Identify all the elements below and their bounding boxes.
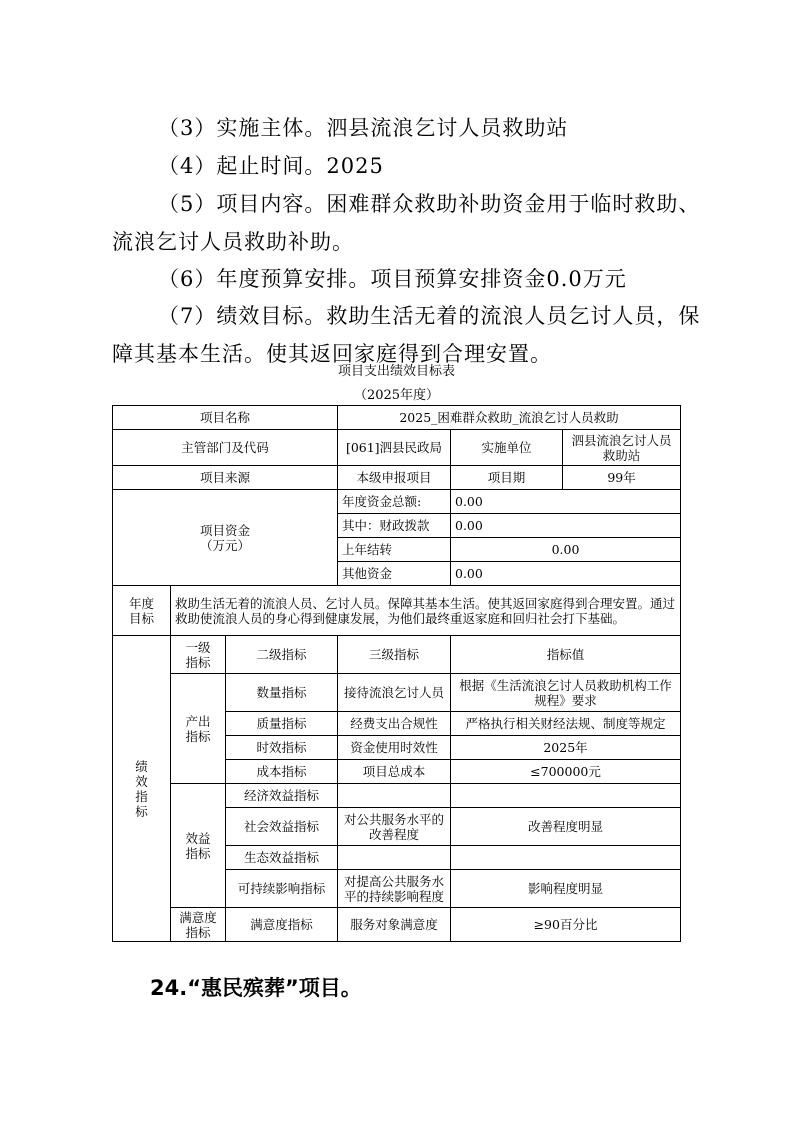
funds-total-label: 年度资金总额: (338, 490, 451, 514)
output-group-label: 产出指标 (171, 674, 226, 784)
satisfaction-indicator: 满意度指标 (226, 908, 338, 942)
paragraph-budget: （6）年度预算安排。项目预算安排资金0.0万元 (158, 267, 627, 291)
satisfaction-value: ≥90百分比 (451, 908, 681, 942)
benefit-ecological-value (451, 846, 681, 870)
benefit-economic: 经济效益指标 (226, 784, 338, 808)
benefit-sustainable-value: 影响程度明显 (451, 870, 681, 908)
section-heading-24: 24.“惠民殡葬”项目。 (150, 976, 362, 1000)
benefit-sustainable: 可持续影响指标 (226, 870, 338, 908)
benefit-economic-value (451, 784, 681, 808)
output-cost: 成本指标 (226, 760, 338, 784)
project-name: 2025_困难群众救助_流浪乞讨人员救助 (338, 406, 681, 430)
table-row (113, 406, 681, 430)
funds-fiscal-value: 0.00 (451, 514, 681, 538)
paragraph-goal-cont: 障其基本生活。使其返回家庭得到合理安置。 (112, 342, 552, 366)
output-quality-value: 严格执行相关财经法规、制度等规定 (451, 712, 681, 736)
table-row (113, 490, 681, 514)
table-row (113, 784, 681, 808)
table-title: 项目支出绩效目标表 (337, 364, 455, 379)
funds-other-label: 其他资金 (338, 562, 451, 586)
funds-label (113, 490, 338, 586)
performance-table (112, 405, 681, 942)
benefit-sustainable-l3: 对提高公共服务水平的持续影响程度 (338, 870, 451, 908)
annual-goal-label (113, 586, 171, 636)
impl: 泗县流浪乞讨人员救助站 (563, 430, 681, 466)
dept: [061]泗县民政局 (338, 430, 451, 466)
table-subtitle: （2025年度） (353, 388, 440, 403)
funds-fiscal-label: 其中：财政拨款 (338, 514, 451, 538)
perf-label-text: 绩效指标 (135, 758, 148, 819)
period-label: 项目期 (451, 466, 563, 490)
benefit-ecological: 生态效益指标 (226, 846, 338, 870)
output-cost-l3: 项目总成本 (338, 760, 451, 784)
header-level3: 三级指标 (338, 636, 451, 674)
perf-label (113, 636, 171, 942)
table-row (113, 636, 681, 674)
output-timeliness-l3: 资金使用时效性 (338, 736, 451, 760)
satisfaction-l3: 服务对象满意度 (338, 908, 451, 942)
funds-label-text: 项目资金（万元） (199, 522, 250, 553)
header-level2: 二级指标 (226, 636, 338, 674)
funds-carryover-value: 0.00 (451, 538, 681, 562)
paragraph-implementer: （3）实施主体。泗县流浪乞讨人员救助站 (158, 116, 569, 140)
source-label: 项目来源 (113, 466, 338, 490)
table-row (113, 586, 681, 636)
impl-label: 实施单位 (451, 430, 563, 466)
paragraph-period: （4）起止时间。2025 (158, 154, 384, 178)
output-quality: 质量指标 (226, 712, 338, 736)
output-timeliness: 时效指标 (226, 736, 338, 760)
period: 99年 (563, 466, 681, 490)
paragraph-content: （5）项目内容。困难群众救助补助资金用于临时救助、 (158, 192, 701, 216)
output-timeliness-value: 2025年 (451, 736, 681, 760)
header-level1: 一级指标 (171, 636, 226, 674)
header-value: 指标值 (451, 636, 681, 674)
funds-other-value: 0.00 (451, 562, 681, 586)
output-quantity: 数量指标 (226, 674, 338, 712)
dept-label: 主管部门及代码 (113, 430, 338, 466)
output-quantity-value: 根据《生活流浪乞讨人员救助机构工作规程》要求 (451, 674, 681, 712)
benefit-social: 社会效益指标 (226, 808, 338, 846)
table-row (113, 674, 681, 712)
benefit-social-l3: 对公共服务水平的改善程度 (338, 808, 451, 846)
output-quality-l3: 经费支出合规性 (338, 712, 451, 736)
table-row (113, 430, 681, 466)
benefit-group-label: 效益指标 (171, 784, 226, 908)
funds-total-value: 0.00 (451, 490, 681, 514)
benefit-ecological-l3 (338, 846, 451, 870)
annual-goal-label-text: 年度目标 (128, 595, 154, 626)
funds-carryover-label: 上年结转 (338, 538, 451, 562)
source: 本级申报项目 (338, 466, 451, 490)
paragraph-goal: （7）绩效目标。救助生活无着的流浪人员乞讨人员，保 (158, 304, 701, 328)
benefit-social-value: 改善程度明显 (451, 808, 681, 846)
table-row (113, 466, 681, 490)
satisfaction-group-label: 满意度指标 (171, 908, 226, 942)
project-name-label: 项目名称 (113, 406, 338, 430)
benefit-economic-l3 (338, 784, 451, 808)
table-row (113, 908, 681, 942)
output-cost-value: ≤700000元 (451, 760, 681, 784)
annual-goal: 救助生活无着的流浪人员、乞讨人员。保障其基本生活。使其返回家庭得到合理安置。通过救助使流浪人员的身心得到健康发展，为他们最终重返家庭和回归社会打下基础。 (171, 586, 681, 636)
paragraph-content-cont: 流浪乞讨人员救助补助。 (112, 230, 354, 254)
output-quantity-l3: 接待流浪乞讨人员 (338, 674, 451, 712)
